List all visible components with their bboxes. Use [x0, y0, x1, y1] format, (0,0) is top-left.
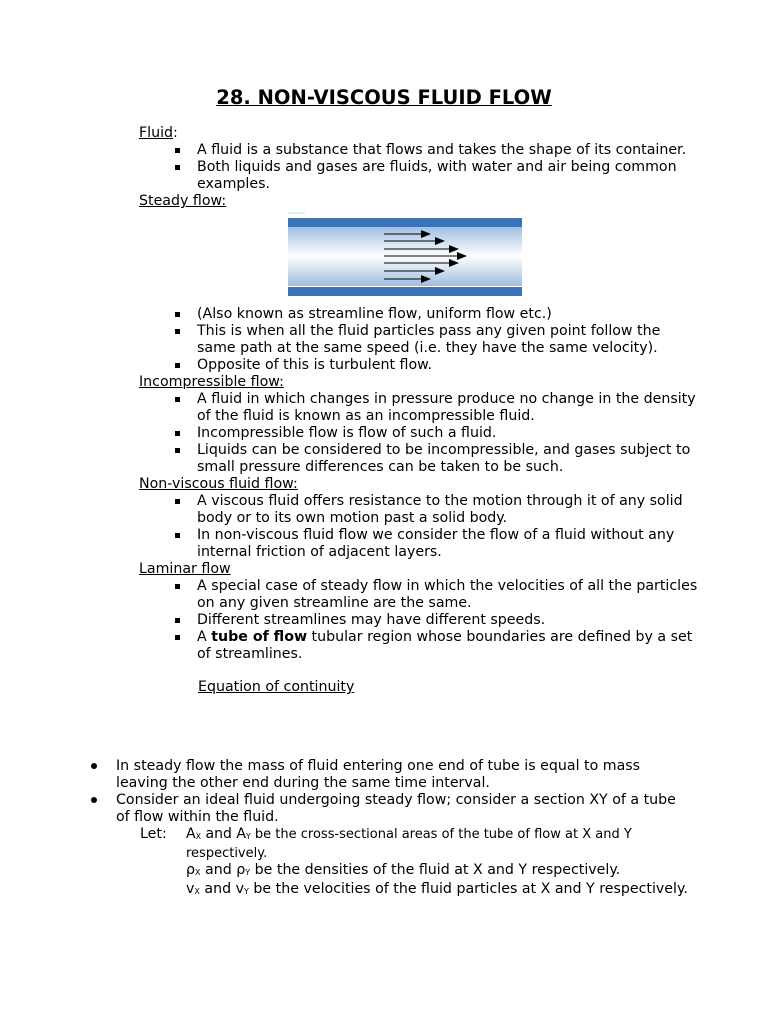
continuity-section [91, 758, 691, 900]
list-item: Consider an ideal fluid undergoing steady flow; consider a section XY of a tube of flow within the fluid. [91, 792, 691, 826]
definition-text: be the densities of the fluid at X and Y respectively. [250, 862, 621, 878]
symbol: v [235, 881, 245, 897]
bullet-list [139, 306, 699, 374]
list-item: In non-viscous fluid flow we consider the flow of a fluid without any internal friction of adjacent layers. [139, 527, 699, 561]
let-label: Let: [140, 826, 167, 842]
list-item: This is when all the fluid particles pass any given point follow the same path at the same speed (i.e. they have the same velocity). [139, 323, 699, 357]
symbol: ρ [236, 862, 246, 878]
list-item: A fluid is a substance that flows and takes the shape of its container. [139, 142, 699, 159]
continuity-bullet-list [91, 758, 691, 826]
section-heading-steady-flow: Steady flow: [139, 193, 227, 209]
pipe-top-wall [288, 218, 522, 227]
list-item: A special case of steady flow in which the velocities of all the particles on any given streamline are the same. [139, 578, 699, 612]
bullet-list [139, 142, 699, 193]
notes-body [139, 125, 699, 713]
list-item: Opposite of this is turbulent flow. [139, 357, 699, 374]
pipe-bottom-wall [288, 287, 522, 296]
list-item: A fluid in which changes in pressure produce no change in the density of the fluid is known as an incompressible fluid. [139, 391, 699, 425]
subscript: X [195, 868, 201, 877]
and-text: and [199, 881, 236, 897]
list-item: A viscous fluid offers resistance to the motion through it of any solid body or to its own motion past a solid body. [139, 493, 699, 527]
list-item: Different streamlines may have different speeds. [139, 612, 699, 629]
section-heading-fluid [139, 125, 699, 142]
subscript: Y [244, 887, 249, 896]
list-item: Both liquids and gases are fluids, with water and air being common examples. [139, 159, 699, 193]
list-item: In steady flow the mass of fluid entering one end of tube is equal to mass leaving the other end during the same time interval. [91, 758, 691, 792]
tube-of-flow-term: tube of flow [211, 629, 308, 645]
section-heading-laminar-flow: Laminar flow [139, 561, 231, 577]
subscript: X [195, 832, 202, 841]
list-item: (Also known as streamline flow, uniform flow etc.) [139, 306, 699, 323]
list-item-tube-of-flow [139, 629, 699, 663]
streamline-diagram [139, 210, 699, 306]
list-item: Liquids can be considered to be incompressible, and gases subject to small pressure differences can be taken to be such. [139, 442, 699, 476]
bullet-list [139, 493, 699, 561]
let-definitions [91, 826, 691, 900]
definition-density [186, 862, 691, 881]
tube-prefix: A [197, 629, 212, 645]
heading-text: Fluid [139, 125, 174, 141]
section-heading-non-viscous-flow: Non-viscous fluid flow: [139, 476, 298, 492]
section-fluid [139, 125, 699, 193]
section-laminar-flow [139, 561, 699, 663]
subscript: Y [245, 832, 251, 841]
definition-area [186, 826, 691, 862]
list-item: Incompressible flow is flow of such a fluid. [139, 425, 699, 442]
bullet-list [139, 391, 699, 476]
symbol: A [236, 826, 246, 842]
definition-text: be the velocities of the fluid particles at X and Y respectively. [248, 881, 688, 897]
page-title: 28. NON-VISCOUS FLUID FLOW [216, 86, 552, 109]
and-text: and [201, 826, 237, 842]
section-heading-incompressible-flow: Incompressible flow: [139, 374, 284, 390]
streamline-figure [139, 210, 699, 306]
subscript: Y [245, 868, 251, 877]
bullet-list [139, 578, 699, 663]
and-text: and [200, 862, 237, 878]
section-incompressible-flow [139, 374, 699, 476]
symbol: v [186, 881, 195, 897]
symbol: A [186, 826, 196, 842]
symbol: ρ [186, 862, 196, 878]
definition-velocity [186, 881, 691, 900]
definition-text: be the cross-sectional areas of the tube of flow at X and Y respectively. [186, 827, 632, 861]
heading-colon: : [173, 125, 178, 141]
subscript: X [194, 887, 200, 896]
section-steady-flow [139, 193, 699, 374]
tube-suffix: tubular region whose boundaries are defined by a set of streamlines. [197, 629, 693, 662]
section-non-viscous-flow [139, 476, 699, 561]
equation-of-continuity-heading: Equation of continuity [198, 679, 355, 695]
